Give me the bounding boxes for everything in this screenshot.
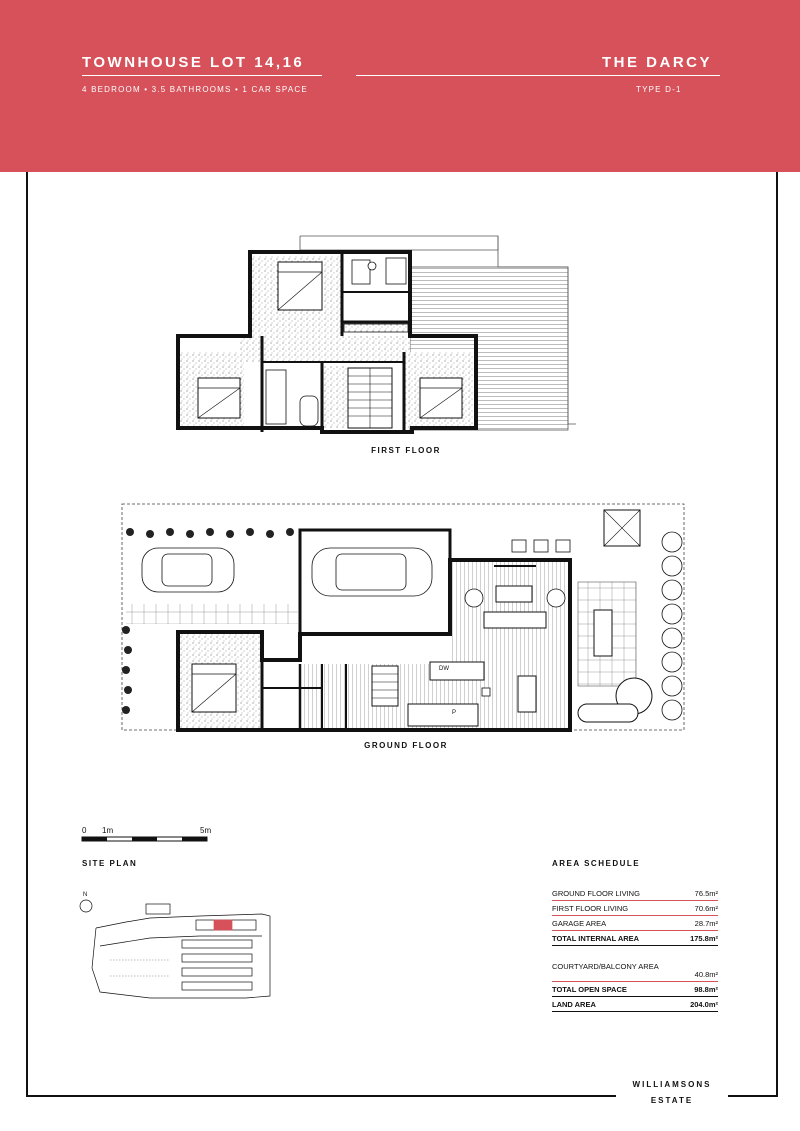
area-row-value: 40.8m² xyxy=(694,970,718,979)
area-row-value: 76.5m² xyxy=(694,889,718,898)
area-row xyxy=(552,960,718,982)
area-row-value: 28.7m² xyxy=(694,919,718,928)
pantry-label: P xyxy=(451,710,456,716)
area-row-label: TOTAL OPEN SPACE xyxy=(552,985,627,994)
scale-label-1m: 1m xyxy=(102,826,114,835)
area-row-value: 175.8m² xyxy=(690,934,718,943)
area-row-value: 98.8m² xyxy=(694,985,718,994)
brand-logo xyxy=(624,1080,720,1105)
area-schedule-title: AREA SCHEDULE xyxy=(552,859,641,868)
area-row-label: TOTAL INTERNAL AREA xyxy=(552,934,640,943)
area-schedule-table xyxy=(552,886,718,1012)
area-row-value: 70.6m² xyxy=(694,904,718,913)
dishwasher-label: DW xyxy=(439,666,449,672)
first-floor-plan xyxy=(178,236,576,432)
first-floor-label: FIRST FLOOR xyxy=(371,446,441,455)
brand-line-2: ESTATE xyxy=(650,1096,694,1105)
area-row-value: 204.0m² xyxy=(690,1000,718,1009)
ground-floor-label: GROUND FLOOR xyxy=(364,741,448,750)
scale-label-5m: 5m xyxy=(200,826,212,835)
lot-subtitle: 4 BEDROOM • 3.5 BATHROOMS • 1 CAR SPACE xyxy=(82,85,308,94)
ground-floor-plan xyxy=(122,504,684,730)
brand-line-1: WILLIAMSONS xyxy=(632,1080,712,1089)
design-name: THE DARCY xyxy=(602,54,713,71)
area-row xyxy=(552,916,718,931)
lot-title: TOWNHOUSE LOT 14,16 xyxy=(82,54,305,71)
area-row-label: FIRST FLOOR LIVING xyxy=(552,904,629,913)
area-row-label: LAND AREA xyxy=(552,1000,596,1009)
design-type: TYPE D-1 xyxy=(636,85,682,94)
area-row-label: COURTYARD/BALCONY AREA xyxy=(552,962,659,971)
site-plan-map xyxy=(80,900,270,998)
area-row xyxy=(552,886,718,901)
area-row-label: GARAGE AREA xyxy=(552,919,607,928)
area-row-total xyxy=(552,931,718,946)
area-row xyxy=(552,901,718,916)
north-label: N xyxy=(83,892,88,898)
site-plan-title: SITE PLAN xyxy=(82,859,138,868)
area-row-total xyxy=(552,982,718,997)
scale-label-0: 0 xyxy=(82,826,87,835)
area-row-total xyxy=(552,997,718,1012)
area-row-label: GROUND FLOOR LIVING xyxy=(552,889,640,898)
scale-bar xyxy=(82,837,207,841)
